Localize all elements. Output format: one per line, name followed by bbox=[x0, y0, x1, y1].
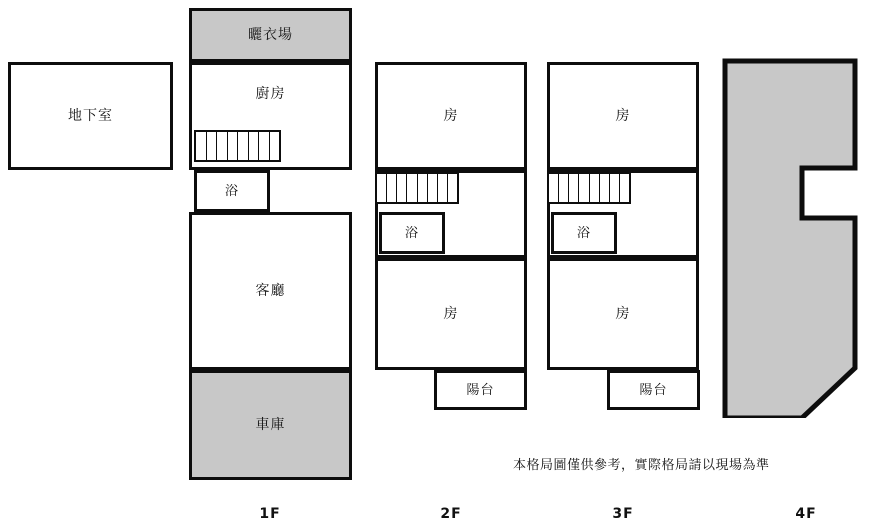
room-label-balcony-3f: 陽台 bbox=[639, 382, 668, 398]
room-label-3f-bottom: 房 bbox=[615, 306, 631, 322]
room-balcony-3f bbox=[607, 370, 700, 410]
room-label-2f-top: 房 bbox=[443, 108, 459, 124]
room-label-kitchen: 廚房 bbox=[255, 86, 286, 102]
room-label-bath-1f: 浴 bbox=[224, 183, 239, 199]
room-label-living: 客廳 bbox=[255, 283, 286, 299]
room-3f-bottom bbox=[547, 258, 699, 370]
room-living-1f bbox=[189, 212, 352, 370]
room-label-bath-3f: 浴 bbox=[576, 225, 591, 241]
room-label-bath-2f: 浴 bbox=[404, 225, 419, 241]
room-bath-3f bbox=[551, 212, 617, 254]
floor-label-3f: 3F bbox=[612, 506, 634, 522]
room-garage-1f bbox=[189, 370, 352, 480]
floor-label-4f: 4F bbox=[795, 506, 817, 522]
stairs-3f bbox=[547, 172, 631, 204]
room-label-3f-top: 房 bbox=[615, 108, 631, 124]
room-bath-2f bbox=[379, 212, 445, 254]
floor-label-2f: 2F bbox=[440, 506, 462, 522]
room-balcony-2f bbox=[434, 370, 527, 410]
room-label-2f-bottom: 房 bbox=[443, 306, 459, 322]
floor-label-1f: 1F bbox=[259, 506, 281, 522]
room-label-laundry: 曬衣場 bbox=[248, 27, 293, 43]
disclaimer-note: 本格局圖僅供參考，實際格局請以現場為準 bbox=[513, 458, 770, 473]
room-2f-top bbox=[375, 62, 527, 170]
room-basement bbox=[8, 62, 173, 170]
room-2f-bottom bbox=[375, 258, 527, 370]
room-4f-shape bbox=[722, 58, 882, 418]
stairs-1f bbox=[194, 130, 281, 162]
room-bath-1f bbox=[194, 170, 270, 212]
room-label-garage: 車庫 bbox=[255, 417, 286, 433]
room-label-balcony-2f: 陽台 bbox=[466, 382, 495, 398]
room-3f-top bbox=[547, 62, 699, 170]
stairs-2f bbox=[375, 172, 459, 204]
room-label-basement: 地下室 bbox=[68, 108, 113, 124]
room-laundry-1f bbox=[189, 8, 352, 62]
